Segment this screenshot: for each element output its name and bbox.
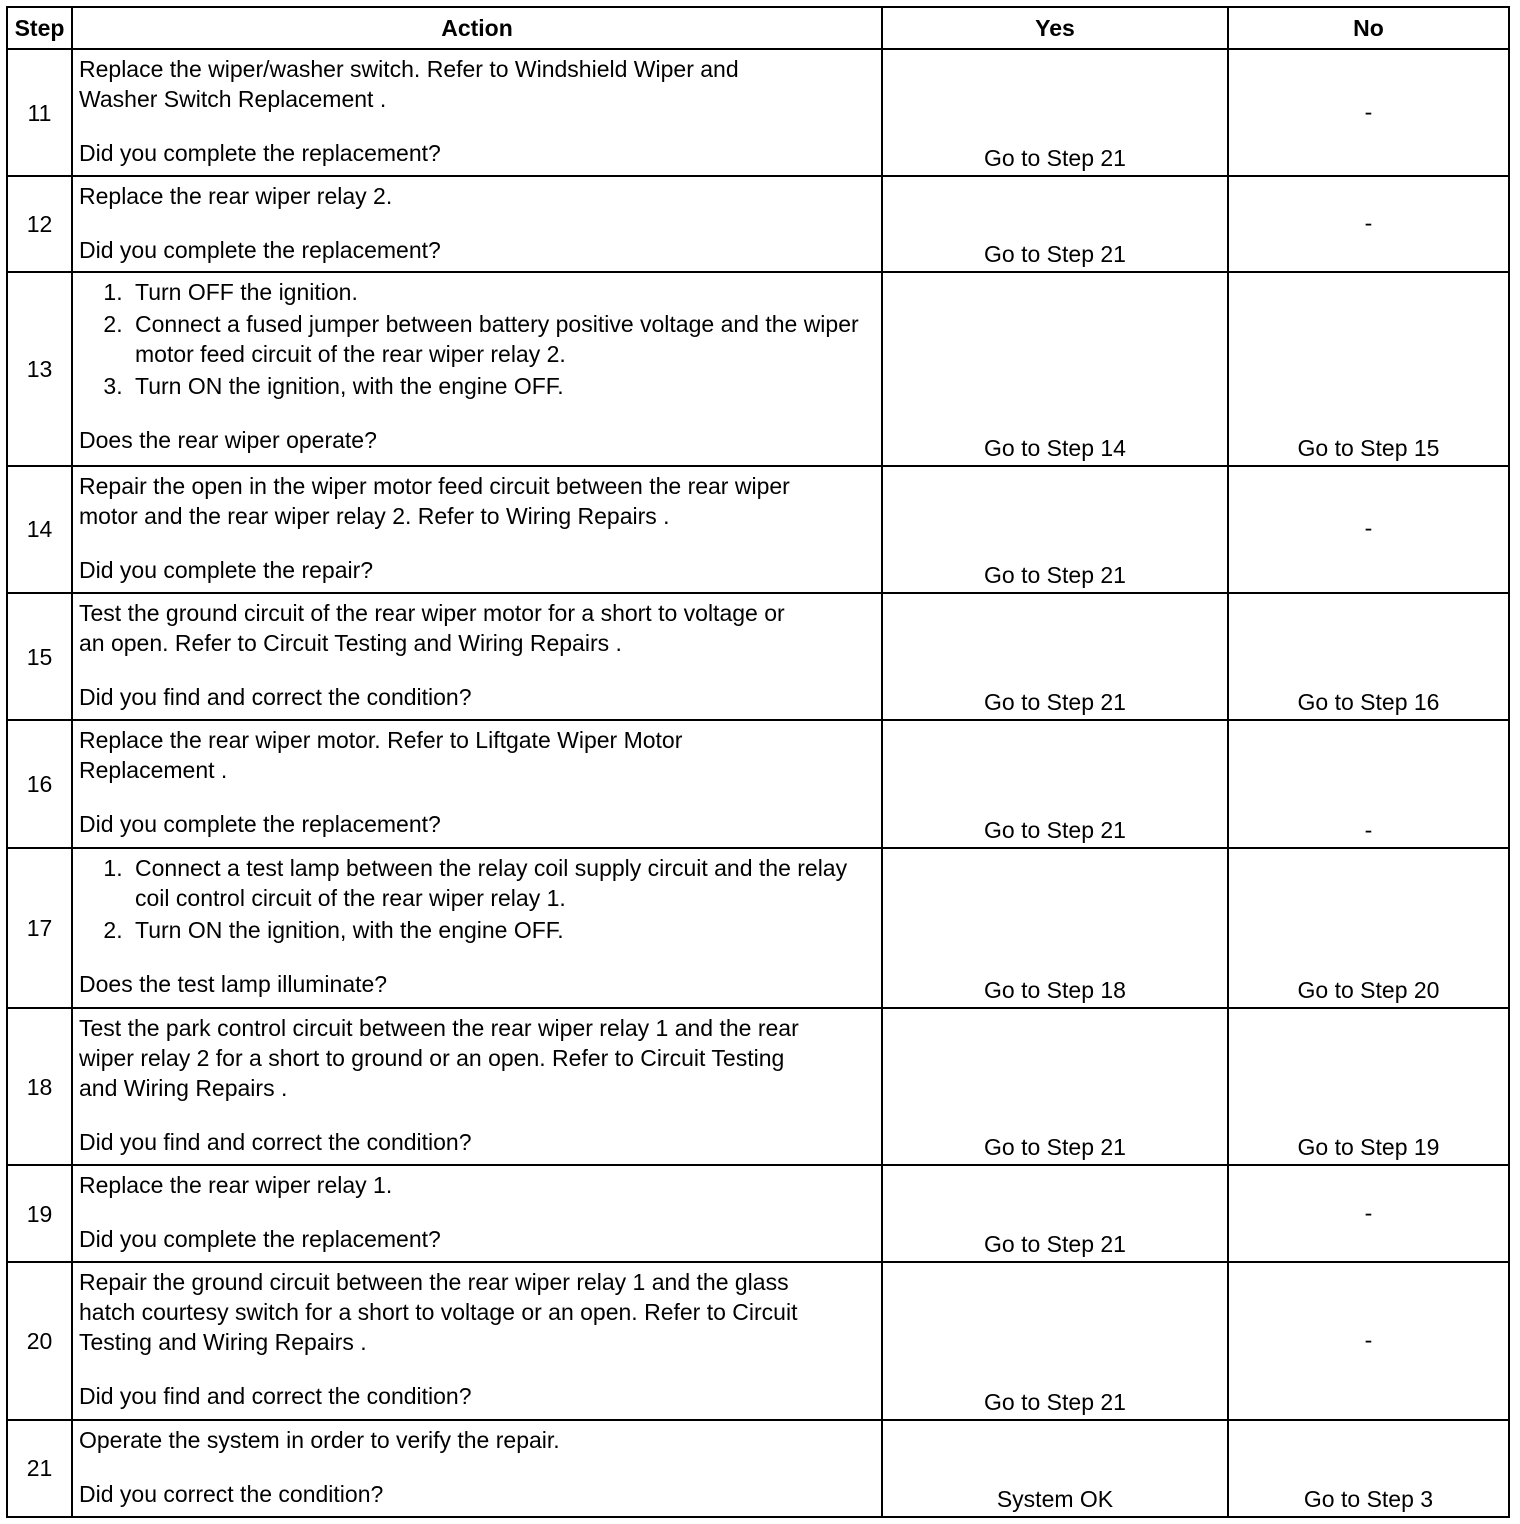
step-number: 21 bbox=[7, 1420, 72, 1517]
yes-result: Go to Step 21 bbox=[882, 49, 1228, 176]
no-result: - bbox=[1228, 1262, 1509, 1419]
header-yes: Yes bbox=[882, 7, 1228, 49]
action-cell bbox=[72, 49, 882, 176]
no-result: Go to Step 15 bbox=[1228, 272, 1509, 465]
step-number: 19 bbox=[7, 1165, 72, 1262]
step-number: 16 bbox=[7, 720, 72, 847]
action-text-line: and Wiring Repairs . bbox=[79, 1074, 288, 1101]
action-text-line: Replacement . bbox=[79, 757, 228, 784]
action-cell bbox=[72, 1262, 882, 1419]
action-question: Does the test lamp illuminate? bbox=[79, 970, 388, 997]
diagnostic-table bbox=[6, 6, 1510, 1518]
step-number: 12 bbox=[7, 176, 72, 272]
action-cell bbox=[72, 176, 882, 272]
action-text-line: hatch courtesy switch for a short to voltage or an open. Refer to Circuit bbox=[79, 1299, 798, 1326]
action-question: Did you find and correct the condition? bbox=[79, 684, 472, 711]
table-body bbox=[7, 49, 1509, 1517]
action-question: Did you complete the replacement? bbox=[79, 237, 441, 264]
action-question: Did you complete the replacement? bbox=[79, 811, 441, 838]
action-text-line: Replace the rear wiper relay 1. bbox=[79, 1172, 393, 1199]
yes-result: Go to Step 21 bbox=[882, 1262, 1228, 1419]
no-result: Go to Step 16 bbox=[1228, 593, 1509, 720]
table-row bbox=[7, 176, 1509, 272]
action-text-line: an open. Refer to Circuit Testing and Wiring Repairs . bbox=[79, 630, 622, 657]
yes-result: Go to Step 21 bbox=[882, 720, 1228, 847]
action-cell bbox=[72, 1008, 882, 1165]
step-number: 17 bbox=[7, 848, 72, 1008]
action-question: Did you find and correct the condition? bbox=[79, 1383, 472, 1410]
table-row bbox=[7, 848, 1509, 1008]
yes-result: Go to Step 21 bbox=[882, 1008, 1228, 1165]
no-result: - bbox=[1228, 466, 1509, 593]
action-step-item: 2. Turn ON the ignition, with the engine OFF. bbox=[129, 915, 875, 945]
action-cell bbox=[72, 593, 882, 720]
table-row bbox=[7, 1420, 1509, 1517]
action-question: Did you complete the replacement? bbox=[79, 1226, 441, 1253]
table-row bbox=[7, 1165, 1509, 1262]
step-number: 20 bbox=[7, 1262, 72, 1419]
step-number: 18 bbox=[7, 1008, 72, 1165]
action-text-line: Test the park control circuit between the rear wiper relay 1 and the rear bbox=[79, 1014, 799, 1041]
action-text-line: Operate the system in order to verify the repair. bbox=[79, 1426, 560, 1453]
action-text-line: Replace the wiper/washer switch. Refer to Windshield Wiper and bbox=[79, 56, 739, 82]
action-cell bbox=[72, 1165, 882, 1262]
step-number: 11 bbox=[7, 49, 72, 176]
action-step-list bbox=[79, 277, 875, 401]
action-cell bbox=[72, 466, 882, 593]
table-row bbox=[7, 49, 1509, 176]
table-row bbox=[7, 720, 1509, 847]
action-cell bbox=[72, 720, 882, 847]
action-question: Did you complete the repair? bbox=[79, 556, 374, 583]
action-question: Did you find and correct the condition? bbox=[79, 1128, 472, 1155]
action-text-line: Repair the ground circuit between the rear wiper relay 1 and the glass bbox=[79, 1269, 789, 1296]
action-text-line: Replace the rear wiper relay 2. bbox=[79, 183, 393, 210]
table-row bbox=[7, 1262, 1509, 1419]
action-text-line: motor and the rear wiper relay 2. Refer to Wiring Repairs . bbox=[79, 502, 670, 529]
action-cell bbox=[72, 848, 882, 1008]
table-row bbox=[7, 272, 1509, 465]
header-action: Action bbox=[72, 7, 882, 49]
yes-result: Go to Step 21 bbox=[882, 1165, 1228, 1262]
step-number: 14 bbox=[7, 466, 72, 593]
no-result: Go to Step 20 bbox=[1228, 848, 1509, 1008]
action-question: Did you complete the replacement? bbox=[79, 140, 441, 166]
header-no: No bbox=[1228, 7, 1509, 49]
table-row bbox=[7, 1008, 1509, 1165]
no-result: - bbox=[1228, 720, 1509, 847]
action-step-item: 3. Turn ON the ignition, with the engine OFF. bbox=[129, 371, 875, 401]
action-cell bbox=[72, 1420, 882, 1517]
step-number: 13 bbox=[7, 272, 72, 465]
yes-result: Go to Step 21 bbox=[882, 176, 1228, 272]
header-row bbox=[7, 7, 1509, 49]
no-result: - bbox=[1228, 176, 1509, 272]
action-step-item: 2. Connect a fused jumper between battery positive voltage and the wiper motor feed circuit of the rear wiper relay 2. bbox=[129, 309, 875, 369]
action-step-list bbox=[79, 853, 875, 945]
yes-result: Go to Step 21 bbox=[882, 593, 1228, 720]
no-result: - bbox=[1228, 1165, 1509, 1262]
table-row bbox=[7, 466, 1509, 593]
action-question: Does the rear wiper operate? bbox=[79, 427, 377, 454]
yes-result: Go to Step 14 bbox=[882, 272, 1228, 465]
action-text-line: Test the ground circuit of the rear wiper motor for a short to voltage or bbox=[79, 600, 785, 627]
no-result: - bbox=[1228, 49, 1509, 176]
no-result: Go to Step 19 bbox=[1228, 1008, 1509, 1165]
header-step: Step bbox=[7, 7, 72, 49]
action-text-line: wiper relay 2 for a short to ground or an open. Refer to Circuit Testing bbox=[79, 1044, 785, 1071]
action-text-line: Testing and Wiring Repairs . bbox=[79, 1329, 367, 1356]
action-cell bbox=[72, 272, 882, 465]
action-text-line: Washer Switch Replacement . bbox=[79, 86, 387, 112]
yes-result: Go to Step 21 bbox=[882, 466, 1228, 593]
no-result: Go to Step 3 bbox=[1228, 1420, 1509, 1517]
action-step-item: 1. Connect a test lamp between the relay coil supply circuit and the relay coil control circuit of the rear wiper relay 1. bbox=[129, 853, 875, 913]
yes-result: Go to Step 18 bbox=[882, 848, 1228, 1008]
action-step-item: 1. Turn OFF the ignition. bbox=[129, 277, 875, 307]
table-row bbox=[7, 593, 1509, 720]
action-question: Did you correct the condition? bbox=[79, 1480, 384, 1507]
action-text-line: Replace the rear wiper motor. Refer to Liftgate Wiper Motor bbox=[79, 727, 683, 754]
yes-result: System OK bbox=[882, 1420, 1228, 1517]
step-number: 15 bbox=[7, 593, 72, 720]
action-text-line: Repair the open in the wiper motor feed circuit between the rear wiper bbox=[79, 472, 790, 499]
